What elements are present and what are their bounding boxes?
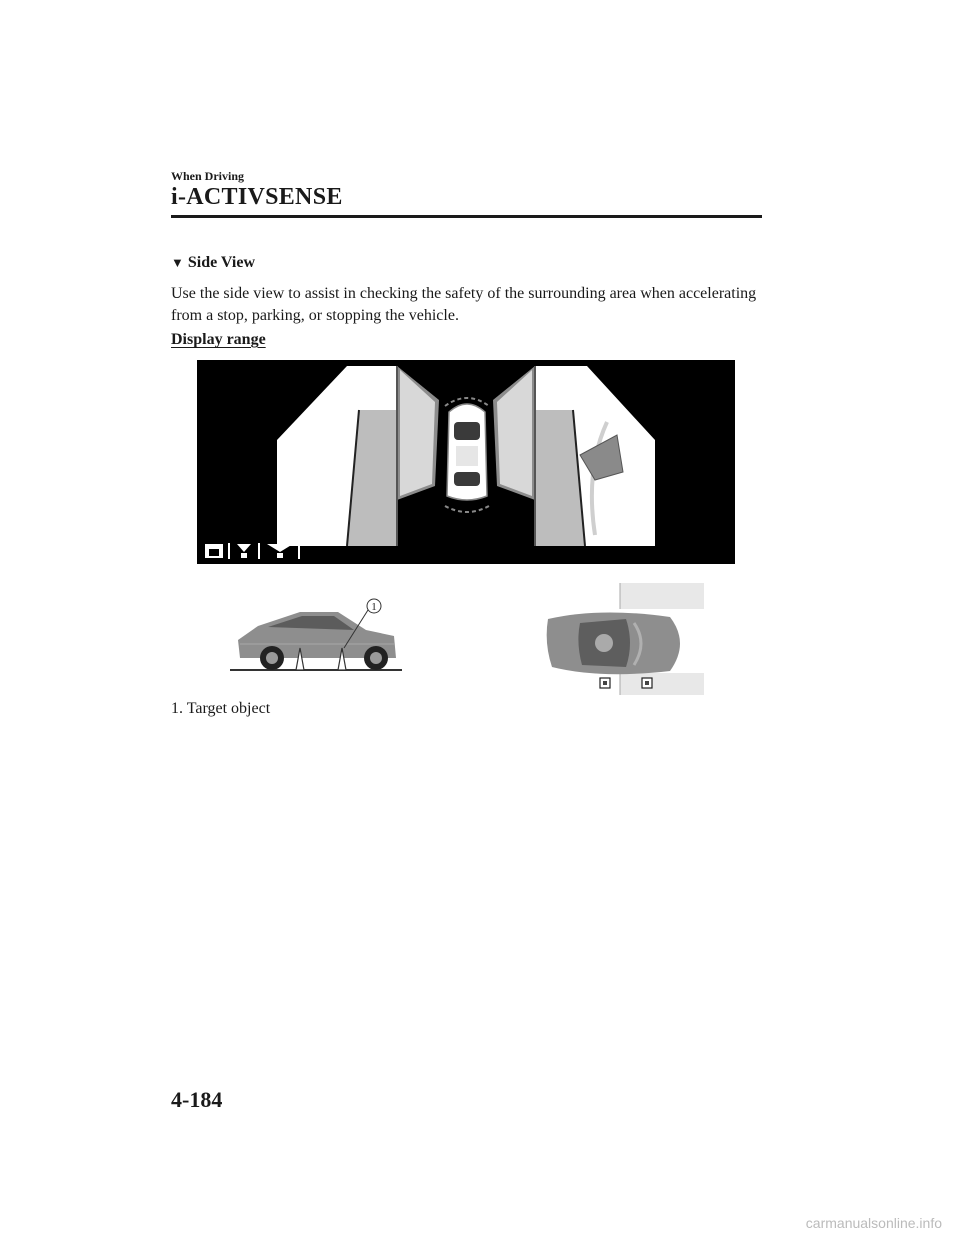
body-paragraph: Use the side view to assist in checking the safety of the surrounding area when accelerating from a stop, parking, or stopping the vehicle.	[171, 285, 757, 324]
topic-heading	[171, 254, 255, 272]
topic-heading-text: Side View	[187, 254, 255, 271]
page-number: 4-184	[171, 1087, 223, 1112]
header-rule	[171, 215, 762, 218]
side-car-illustration	[230, 596, 408, 680]
side-view-display-illustration	[197, 360, 735, 564]
watermark: carmanualsonline.info	[805, 1215, 942, 1231]
display-range-subheading: Display range	[171, 331, 266, 348]
section-title: i-ACTIVSENSE	[171, 184, 343, 210]
callout-number: 1	[371, 601, 377, 613]
chapter-label: When Driving	[171, 169, 245, 183]
figure-caption: 1. Target object	[171, 700, 271, 717]
top-car-illustration	[530, 583, 706, 697]
triangle-down-icon: ▼	[171, 255, 184, 270]
